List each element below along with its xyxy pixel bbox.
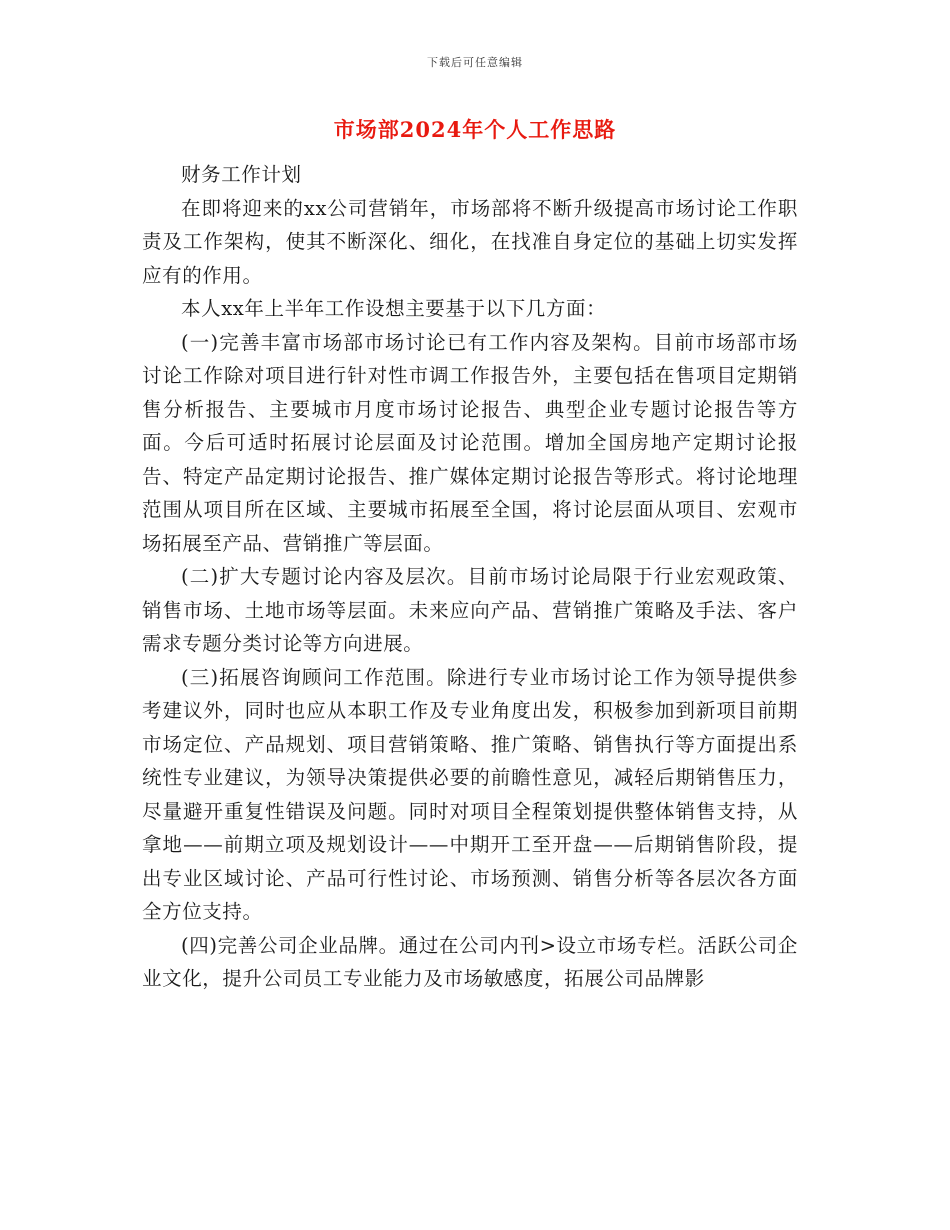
paragraph-intro: 在即将迎来的xx公司营销年，市场部将不断升级提高市场讨论工作职责及工作架构，使其不断深化、细化，在找准自身定位的基础上切实发挥应有的作用。 xyxy=(142,196,798,287)
page-header-note: 下载后可任意编辑 xyxy=(427,56,523,69)
document-title: 市场部2024年个人工作思路 xyxy=(333,117,617,142)
paragraph-item-4: (四)完善公司企业品牌。通过在公司内刊>设立市场专栏。活跃公司企业文化，提升公司员工专业能力及市场敏感度，拓展公司品牌影 xyxy=(142,933,798,990)
document-body xyxy=(142,158,798,996)
paragraph-item-1: (一)完善丰富市场部市场讨论已有工作内容及架构。目前市场部市场讨论工作除对项目进行针对性市调工作报告外，主要包括在售项目定期销售分析报告、主要城市月度市场讨论报告、典型企业专题讨论报告等方面。今后可适时拓展讨论层面及讨论范围。增加全国房地产定期讨论报告、特定产品定期讨论报告、推广媒体定期讨论报告等形式。将讨论地理范围从项目所在区域、主要城市拓展至全国，将讨论层面从项目、宏观市场拓展至产品、营销推广等层面。 xyxy=(142,330,798,555)
paragraph-item-3: (三)拓展咨询顾问工作范围。除进行专业市场讨论工作为领导提供参考建议外，同时也应从本职工作及专业角度出发，积极参加到新项目前期市场定位、产品规划、项目营销策略、推广策略、销售执行等方面提出系统性专业建议，为领导决策提供必要的前瞻性意见，减轻后期销售压力，尽量避开重复性错误及问题。同时对项目全程策划提供整体销售支持，从拿地——前期立项及规划设计——中期开工至开盘——后期销售阶段，提出专业区域讨论、产品可行性讨论、市场预测、销售分析等各层次各方面全方位支持。 xyxy=(142,665,798,923)
paragraph-subtitle: 财务工作计划 xyxy=(181,163,302,186)
paragraph-item-2: (二)扩大专题讨论内容及层次。目前市场讨论局限于行业宏观政策、销售市场、土地市场等层面。未来应向产品、营销推广策略及手法、客户需求专题分类讨论等方向进展。 xyxy=(142,565,798,655)
paragraph-overview: 本人xx年上半年工作设想主要基于以下几方面： xyxy=(181,297,607,320)
